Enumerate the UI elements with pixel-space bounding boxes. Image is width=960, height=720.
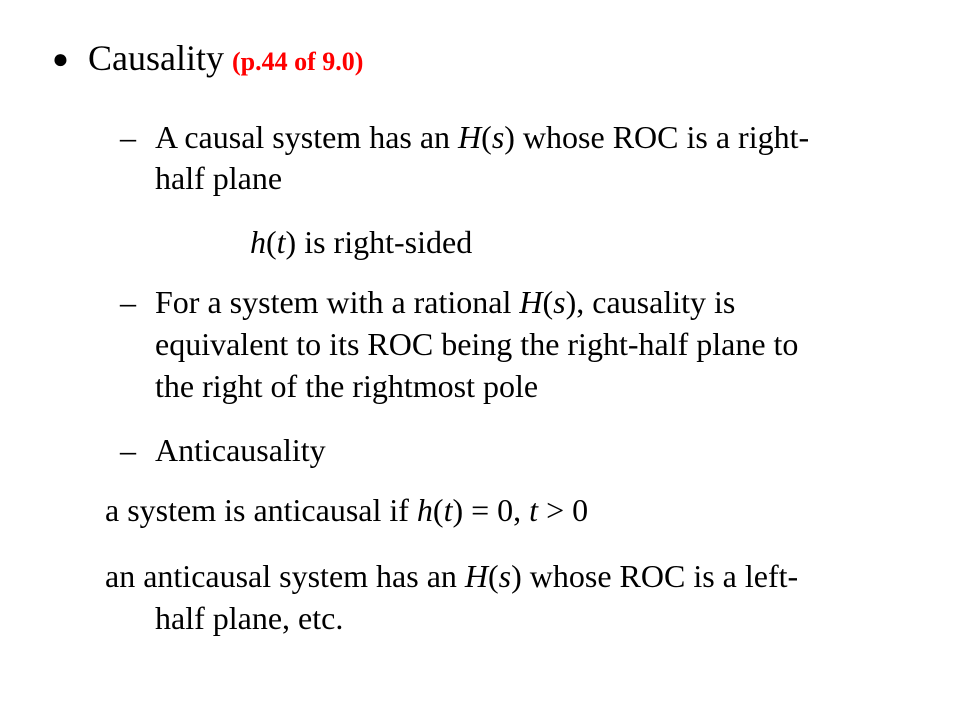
item1-paren-close: ) bbox=[504, 119, 515, 155]
sub1-var-t: t bbox=[276, 224, 286, 260]
para1-text-c: > 0 bbox=[538, 492, 589, 528]
para1-paren-close: ) bbox=[452, 492, 464, 528]
item1-line1 bbox=[155, 117, 809, 157]
para2-var-H: H bbox=[464, 558, 488, 594]
sub1-text: is right-sided bbox=[296, 224, 473, 260]
title-reference: (p.44 of 9.0) bbox=[231, 47, 364, 76]
item2-text-b: , causality is bbox=[576, 284, 736, 320]
item1-dash: – bbox=[120, 119, 136, 155]
item1-text-a: A causal system has an bbox=[155, 119, 459, 155]
item1-var-s: s bbox=[491, 119, 505, 155]
para1-var-t2: t bbox=[529, 492, 539, 528]
para2-line2: half plane, etc. bbox=[155, 600, 344, 636]
para1-text-a: a system is anticausal if bbox=[105, 492, 417, 528]
item3-line: Anticausality bbox=[155, 432, 326, 468]
para1-var-t: t bbox=[443, 492, 453, 528]
para2-line1 bbox=[105, 556, 798, 596]
item2-line3: the right of the rightmost pole bbox=[155, 368, 539, 404]
para1-var-h: h bbox=[416, 492, 433, 528]
sub1-var-h: h bbox=[250, 224, 266, 260]
para2-text-b: whose ROC is a left- bbox=[521, 558, 799, 594]
para2-var-s: s bbox=[498, 558, 512, 594]
sub1-paren-close: ) bbox=[285, 224, 297, 260]
item2-var-s: s bbox=[553, 284, 566, 320]
para2-text-a: an anticausal system has an bbox=[105, 558, 465, 594]
item1-line2: half plane bbox=[155, 160, 283, 196]
title-text: Causality bbox=[88, 38, 224, 78]
item3-dash: – bbox=[120, 432, 136, 468]
item2-var-H: H bbox=[519, 284, 543, 320]
para2-paren-open: ( bbox=[488, 558, 499, 594]
item2-dash: – bbox=[120, 284, 136, 320]
item2-text-a: For a system with a rational bbox=[155, 284, 520, 320]
para1-paren-open: ( bbox=[432, 492, 444, 528]
title-bullet-icon: ● bbox=[52, 44, 69, 75]
para1-line bbox=[105, 490, 588, 530]
sub1-paren-open: ( bbox=[266, 224, 277, 260]
item2-paren-close: ) bbox=[565, 284, 577, 320]
item2-line2: equivalent to its ROC being the right-half plane to bbox=[155, 326, 799, 362]
item1-text-b: whose ROC is a right- bbox=[514, 119, 810, 155]
item2-line1 bbox=[155, 282, 735, 322]
para1-text-b: = 0, bbox=[463, 492, 530, 528]
item1-paren-open: ( bbox=[481, 119, 492, 155]
item2-paren-open: ( bbox=[542, 284, 554, 320]
item1-var-H: H bbox=[458, 119, 482, 155]
slide-title bbox=[88, 38, 363, 82]
sub1-line bbox=[250, 222, 472, 262]
para2-paren-close: ) bbox=[511, 558, 522, 594]
